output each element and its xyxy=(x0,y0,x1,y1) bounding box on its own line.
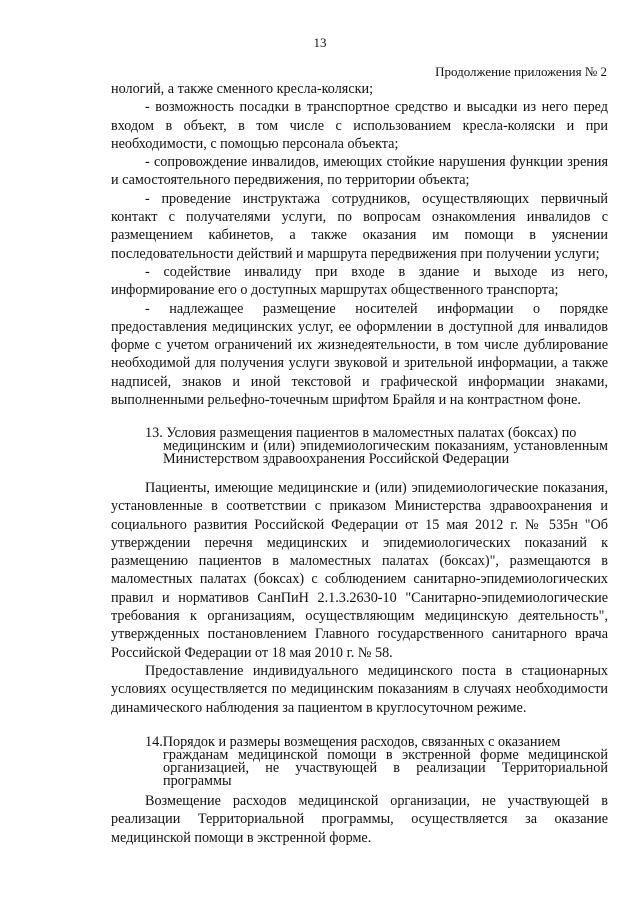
section-14-paragraph: Возмещение расходов медицинской организации, не участвующей в реализации Территориальной программы, осуществляется за оказание медицинской помощи в экстренной форме. xyxy=(111,793,608,846)
list-item: - сопровождение инвалидов, имеющих стойкие нарушения функции зрения и самостоятельного передвижения, по территории объекта; xyxy=(111,154,608,189)
section-13-body xyxy=(111,479,608,717)
section-13-heading xyxy=(145,427,608,466)
section-14-body xyxy=(111,792,608,847)
page-number: 13 xyxy=(313,35,327,50)
section-13-heading-first-line: 13. Условия размещения пациентов в маломестных палатах (боксах) по xyxy=(145,425,577,441)
section-13-heading-rest: медицинским и (или) эпидемиологическим показаниям, установленным Министерством здравоохранения Российской Федерации xyxy=(163,438,608,467)
section-13-paragraph: Пациенты, имеющие медицинские и (или) эпидемиологические показания, установленные в соответствии с приказом Министерства здравоохранения и социального развития Российской Федерации от 15 мая 2012 г. № 535н "Об утверждении перечня медицинских и эпидемиологических показаний к размещению пациентов в маломестных палатах (боксах)", размещаются в маломестных палатах (боксах) с соблюдением санитарно-эпидемиологических правил и нормативов СанПиН 2.1.3.2630-10 "Санитарно-эпидемиологические требования к организациям, осуществляющим медицинскую деятельность", утвержденных постановлением Главного государственного санитарного врача Российской Федерации от 18 мая 2010 г. № 58. xyxy=(111,480,608,661)
list-item: - проведение инструктажа сотрудников, осуществляющих первичный контакт с получателями услуги, по вопросам ознакомления инвалидов с размещением кабинетов, а также оказания им помощи в уяснении последовательности действий и маршрута передвижения при получении услуги; xyxy=(111,190,608,262)
list-item: нологий, а также сменного кресла-коляски; xyxy=(111,81,374,97)
list-item: - надлежащее размещение носителей информации о порядке предоставления медицинских услуг, ее оформлении в доступной для инвалидов форме с учетом ограничений их жизнедеятельности, в том числе дублирование необходимой для получения услуги звуковой и зрительной информации, а также надписей, знаков и иной текстовой и графической информации знаками, выполненными рельефно-точечным шрифтом Брайля и на контрастном фоне. xyxy=(111,300,608,409)
accessibility-measures-list xyxy=(111,80,608,409)
list-item: - возможность посадки в транспортное средство и высадки из него перед входом в объект, в том числе с использованием кресла-коляски и при необходимости, с помощью персонала объекта; xyxy=(111,99,608,152)
section-14-heading xyxy=(145,736,608,788)
section-14-heading-first-line: 14.Порядок и размеры возмещения расходов, связанных с оказанием xyxy=(145,734,561,750)
appendix-continuation-label: Продолжение приложения № 2 xyxy=(435,64,607,79)
section-13-paragraph: Предоставление индивидуального медицинского поста в стационарных условиях осуществляется по медицинским показаниям в случаях необходимости динамического наблюдения за пациентом в круглосуточном режиме. xyxy=(111,662,608,716)
list-item: - содействие инвалиду при входе в здание и выходе из него, информирование его о доступных маршрутах общественного транспорта; xyxy=(111,263,608,299)
section-14-heading-rest: гражданам медицинской помощи в экстренной форме медицинской организацией, не участвующей в реализации Территориальной программы xyxy=(163,747,608,789)
